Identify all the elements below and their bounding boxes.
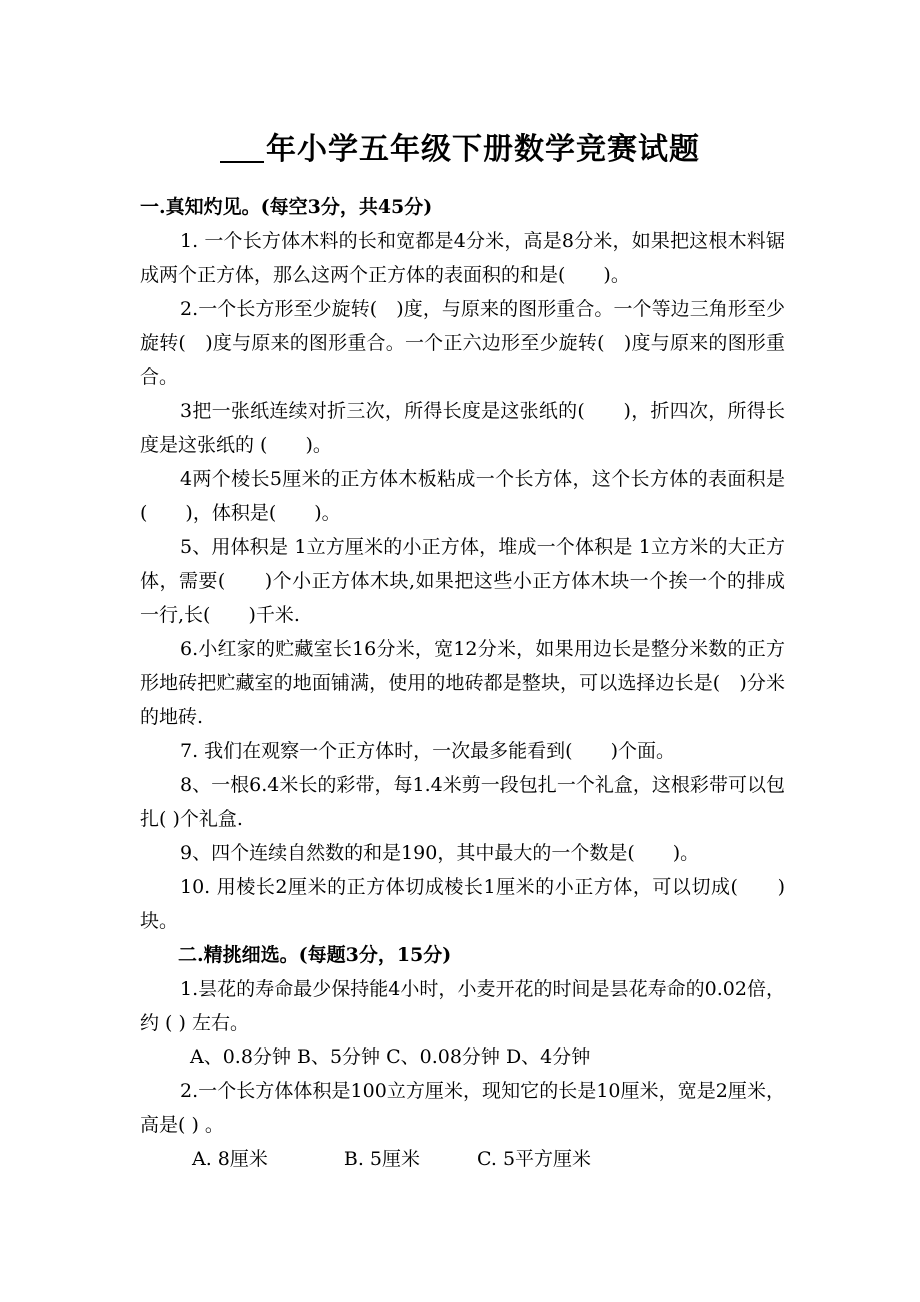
question-1-8: 8、一根6.4米长的彩带，每1.4米剪一段包扎一个礼盒，这根彩带可以包扎( )个礼盒.: [140, 774, 785, 830]
title-blank-line: [220, 131, 264, 163]
page-title: [0, 128, 920, 172]
section-heading-2: 二.精挑细选。(每题3分，15分): [178, 944, 452, 966]
question-1-7: 7. 我们在观察一个正方体时，一次最多能看到( )个面。: [180, 740, 675, 762]
question-1-5: 5、用体积是 1立方厘米的小正方体，堆成一个体积是 1立方米的大正方体，需要( )个小正方体木块,如果把这些小正方体木块一个挨一个的排成一行,长( )千米.: [140, 536, 785, 626]
question-1-10: 10. 用棱长2厘米的正方体切成棱长1厘米的小正方体，可以切成( )块。: [140, 876, 785, 932]
content-body: [140, 190, 785, 1176]
question-1-3: 3把一张纸连续对折三次，所得长度是这张纸的( )，折四次，所得长度是这张纸的 ( )。: [140, 400, 785, 456]
section-heading-1: 一.真知灼见。(每空3分，共45分): [140, 196, 433, 218]
question-1-6: 6.小红家的贮藏室长16分米，宽12分米，如果用边长是整分米数的正方形地砖把贮藏室的地面铺满，使用的地砖都是整块，可以选择边长是( )分米的地砖.: [140, 638, 785, 728]
question-1-2: 2.一个长方形至少旋转( )度，与原来的图形重合。一个等边三角形至少旋转( )度与原来的图形重合。一个正六边形至少旋转( )度与原来的图形重合。: [140, 298, 785, 388]
question-2-2-options: A. 8厘米 B. 5厘米 C. 5平方厘米: [192, 1148, 592, 1170]
question-2-1: 1.昙花的寿命最少保持能4小时，小麦开花的时间是昙花寿命的0.02倍，约 ( ) 左右。: [140, 978, 785, 1034]
question-1-4: 4两个棱长5厘米的正方体木板粘成一个长方体，这个长方体的表面积是( )，体积是( )。: [140, 468, 785, 524]
question-2-1-options: A、0.8分钟 B、5分钟 C、0.08分钟 D、4分钟: [190, 1046, 591, 1068]
title-text: 年小学五年级下册数学竞赛试题: [266, 132, 700, 167]
question-1-1: 1. 一个长方体木料的长和宽都是4分米，高是8分米，如果把这根木料锯成两个正方体，那么这两个正方体的表面积的和是( )。: [140, 230, 785, 286]
question-2-2: 2.一个长方体体积是100立方厘米，现知它的长是10厘米，宽是2厘米，高是( ) 。: [140, 1080, 785, 1136]
question-1-9: 9、四个连续自然数的和是190，其中最大的一个数是( )。: [180, 842, 700, 864]
